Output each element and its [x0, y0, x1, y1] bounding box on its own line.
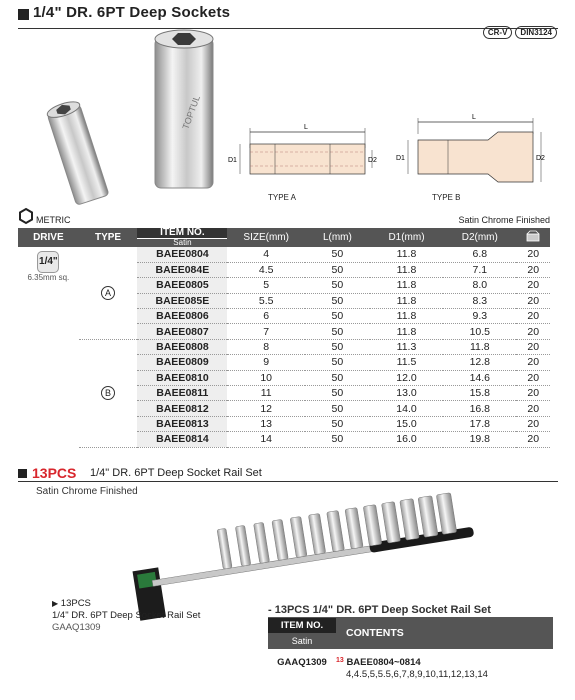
- spec-table: [18, 228, 550, 448]
- length-cell: 50: [305, 324, 370, 339]
- qty-cell: 20: [516, 293, 550, 308]
- hexagon-icon: [18, 208, 34, 224]
- length-cell: 50: [305, 432, 370, 447]
- table-row: [18, 339, 550, 354]
- item-cell: BAEE0809: [137, 355, 227, 370]
- length-cell: 50: [305, 262, 370, 277]
- rail-socket: [254, 522, 270, 563]
- rail-socket: [381, 502, 400, 544]
- contents-sizes: 4,4.5,5,5.5,6,7,8,9,10,11,12,13,14: [346, 669, 488, 680]
- length-cell: 50: [305, 401, 370, 416]
- length-cell: 50: [305, 370, 370, 385]
- size-cell: 11: [227, 386, 304, 401]
- d1-header: D1(mm): [370, 228, 443, 247]
- drive-header: DRIVE: [18, 228, 79, 247]
- size-cell: 9: [227, 355, 304, 370]
- qty-cell: 20: [516, 247, 550, 262]
- d1-cell: 13.0: [370, 386, 443, 401]
- title-bar: [0, 4, 575, 26]
- title-square-icon: [18, 9, 29, 20]
- qty-cell: 20: [516, 339, 550, 354]
- item-cell: BAEE0814: [137, 432, 227, 447]
- satin-label: Satin: [173, 238, 192, 247]
- d1-cell: 11.8: [370, 324, 443, 339]
- item-cell: BAEE0806: [137, 309, 227, 324]
- set-divider: [18, 481, 558, 482]
- contents-title: - 13PCS 1/4" DR. 6PT Deep Socket Rail Set: [268, 604, 491, 616]
- length-cell: 50: [305, 309, 370, 324]
- table-row: [18, 247, 550, 262]
- contents-item-no-label: ITEM NO.: [268, 618, 336, 633]
- qty-header: [516, 228, 550, 247]
- d2-cell: 19.8: [443, 432, 516, 447]
- type-b-diagram: [398, 112, 553, 197]
- qty-cell: 20: [516, 386, 550, 401]
- size-cell: 5.5: [227, 293, 304, 308]
- type-a-label: TYPE A: [268, 193, 297, 202]
- type-b-marker: B: [101, 386, 115, 400]
- size-cell: 4.5: [227, 262, 304, 277]
- type-b-l-label: L: [472, 114, 476, 121]
- rail-socket: [308, 513, 325, 554]
- d2-cell: 11.8: [443, 339, 516, 354]
- rail-socket: [363, 505, 382, 546]
- deep-sockets-photo: [30, 30, 230, 210]
- item-cell: BAEE0807: [137, 324, 227, 339]
- qty-cell: 20: [516, 262, 550, 277]
- d2-cell: 6.8: [443, 247, 516, 262]
- box-icon: [526, 230, 540, 242]
- item-cell: BAEE0812: [137, 401, 227, 416]
- qty-cell: 20: [516, 370, 550, 385]
- contents-code: GAAQ1309: [277, 657, 327, 668]
- qty-cell: 20: [516, 309, 550, 324]
- caption-title: 1/4" DR. 6PT Deep Socket Rail Set: [52, 610, 201, 621]
- length-cell: 50: [305, 416, 370, 431]
- rail-socket: [400, 499, 420, 541]
- type-a-d1-label: D1: [228, 157, 237, 164]
- rail-set-photo: [110, 505, 490, 605]
- type-b-d2-label: D2: [536, 155, 545, 162]
- drive-cell: [18, 247, 79, 447]
- d2-cell: 8.3: [443, 293, 516, 308]
- contents-table: [268, 617, 553, 680]
- size-cell: 14: [227, 432, 304, 447]
- qty-cell: 20: [516, 401, 550, 416]
- d2-cell: 8.0: [443, 278, 516, 293]
- d2-cell: 16.8: [443, 401, 516, 416]
- size-cell: 8: [227, 339, 304, 354]
- triangle-bullet-icon: ▶: [52, 599, 59, 608]
- type-a-d2-label: D2: [368, 157, 377, 164]
- size-cell: 5: [227, 278, 304, 293]
- drive-sub: 6.35mm sq.: [27, 273, 70, 282]
- set-square-icon: [18, 469, 27, 478]
- din-badge: DIN3124: [515, 26, 557, 39]
- item-no-header: [137, 228, 227, 247]
- d1-cell: 11.8: [370, 309, 443, 324]
- d1-cell: 11.8: [370, 278, 443, 293]
- rail-socket: [418, 496, 438, 538]
- rail-socket: [436, 493, 456, 535]
- item-cell: BAEE085E: [137, 293, 227, 308]
- item-cell: BAEE0808: [137, 339, 227, 354]
- type-a-l-label: L: [304, 124, 308, 131]
- rail-socket: [235, 525, 251, 566]
- crv-badge: CR-V: [483, 26, 513, 39]
- finish-label: Satin Chrome Finished: [458, 215, 550, 225]
- set-finish: Satin Chrome Finished: [36, 486, 138, 497]
- size-cell: 12: [227, 401, 304, 416]
- length-cell: 50: [305, 247, 370, 262]
- set-count: 13PCS: [32, 465, 77, 481]
- contents-row: [268, 649, 553, 680]
- qty-cell: 20: [516, 324, 550, 339]
- contents-header: CONTENTS: [336, 617, 553, 649]
- item-cell: BAEE0811: [137, 386, 227, 401]
- metric-row: [18, 206, 558, 228]
- rail-socket: [327, 510, 345, 551]
- type-a-diagram: [230, 120, 380, 200]
- caption-code: GAAQ1309: [52, 622, 101, 633]
- size-cell: 4: [227, 247, 304, 262]
- length-cell: 50: [305, 386, 370, 401]
- item-cell: BAEE0813: [137, 416, 227, 431]
- d1-cell: 11.8: [370, 262, 443, 277]
- type-b-label: TYPE B: [432, 193, 461, 202]
- contents-cell: [336, 649, 553, 680]
- type-a-cell: [79, 247, 138, 339]
- d2-cell: 12.8: [443, 355, 516, 370]
- d1-cell: 11.3: [370, 339, 443, 354]
- length-cell: 50: [305, 339, 370, 354]
- metric-label: METRIC: [36, 215, 71, 225]
- d2-cell: 10.5: [443, 324, 516, 339]
- set-title: 1/4" DR. 6PT Deep Socket Rail Set: [90, 467, 262, 479]
- square-drive-icon: 1/4": [37, 251, 59, 273]
- type-b-d1-label: D1: [396, 155, 405, 162]
- qty-cell: 20: [516, 432, 550, 447]
- qty-cell: 20: [516, 278, 550, 293]
- rail-socket: [217, 528, 232, 569]
- d1-cell: 14.0: [370, 401, 443, 416]
- item-cell: BAEE0805: [137, 278, 227, 293]
- qty-cell: 20: [516, 416, 550, 431]
- d2-cell: 17.8: [443, 416, 516, 431]
- length-cell: 50: [305, 293, 370, 308]
- d1-cell: 11.5: [370, 355, 443, 370]
- page-title: 1/4" DR. 6PT Deep Sockets: [33, 4, 231, 21]
- rail-socket: [345, 508, 363, 549]
- d1-cell: 12.0: [370, 370, 443, 385]
- length-cell: 50: [305, 278, 370, 293]
- contents-qty: 13: [336, 657, 344, 664]
- d1-cell: 15.0: [370, 416, 443, 431]
- item-cell: BAEE0804: [137, 247, 227, 262]
- item-no-label: ITEM NO.: [137, 228, 227, 239]
- d2-header: D2(mm): [443, 228, 516, 247]
- size-cell: 13: [227, 416, 304, 431]
- size-header: SIZE(mm): [227, 228, 304, 247]
- contents-header-row: [268, 617, 553, 649]
- d2-cell: 15.8: [443, 386, 516, 401]
- d1-cell: 16.0: [370, 432, 443, 447]
- cert-badges: [483, 26, 557, 39]
- length-cell: 50: [305, 355, 370, 370]
- d2-cell: 9.3: [443, 309, 516, 324]
- contents-range: BAEE0804~0814: [346, 657, 421, 668]
- contents-satin-label: Satin: [291, 635, 313, 646]
- d2-cell: 7.1: [443, 262, 516, 277]
- d1-cell: 11.8: [370, 247, 443, 262]
- svg-text:TOPTUL: TOPTUL: [180, 94, 202, 131]
- item-cell: BAEE084E: [137, 262, 227, 277]
- contents-item-header: [268, 617, 336, 649]
- rail-socket: [272, 519, 288, 560]
- size-cell: 10: [227, 370, 304, 385]
- caption-count: 13PCS: [60, 598, 91, 609]
- size-cell: 6: [227, 309, 304, 324]
- set-caption: [52, 598, 200, 634]
- spec-header-row: [18, 228, 550, 247]
- d2-cell: 14.6: [443, 370, 516, 385]
- type-header: TYPE: [79, 228, 138, 247]
- qty-cell: 20: [516, 355, 550, 370]
- title-divider: [18, 28, 558, 29]
- item-cell: BAEE0810: [137, 370, 227, 385]
- size-cell: 7: [227, 324, 304, 339]
- rail-socket: [290, 516, 307, 557]
- d1-cell: 11.8: [370, 293, 443, 308]
- l-header: L(mm): [305, 228, 370, 247]
- type-a-marker: A: [101, 286, 115, 300]
- type-b-cell: [79, 339, 138, 447]
